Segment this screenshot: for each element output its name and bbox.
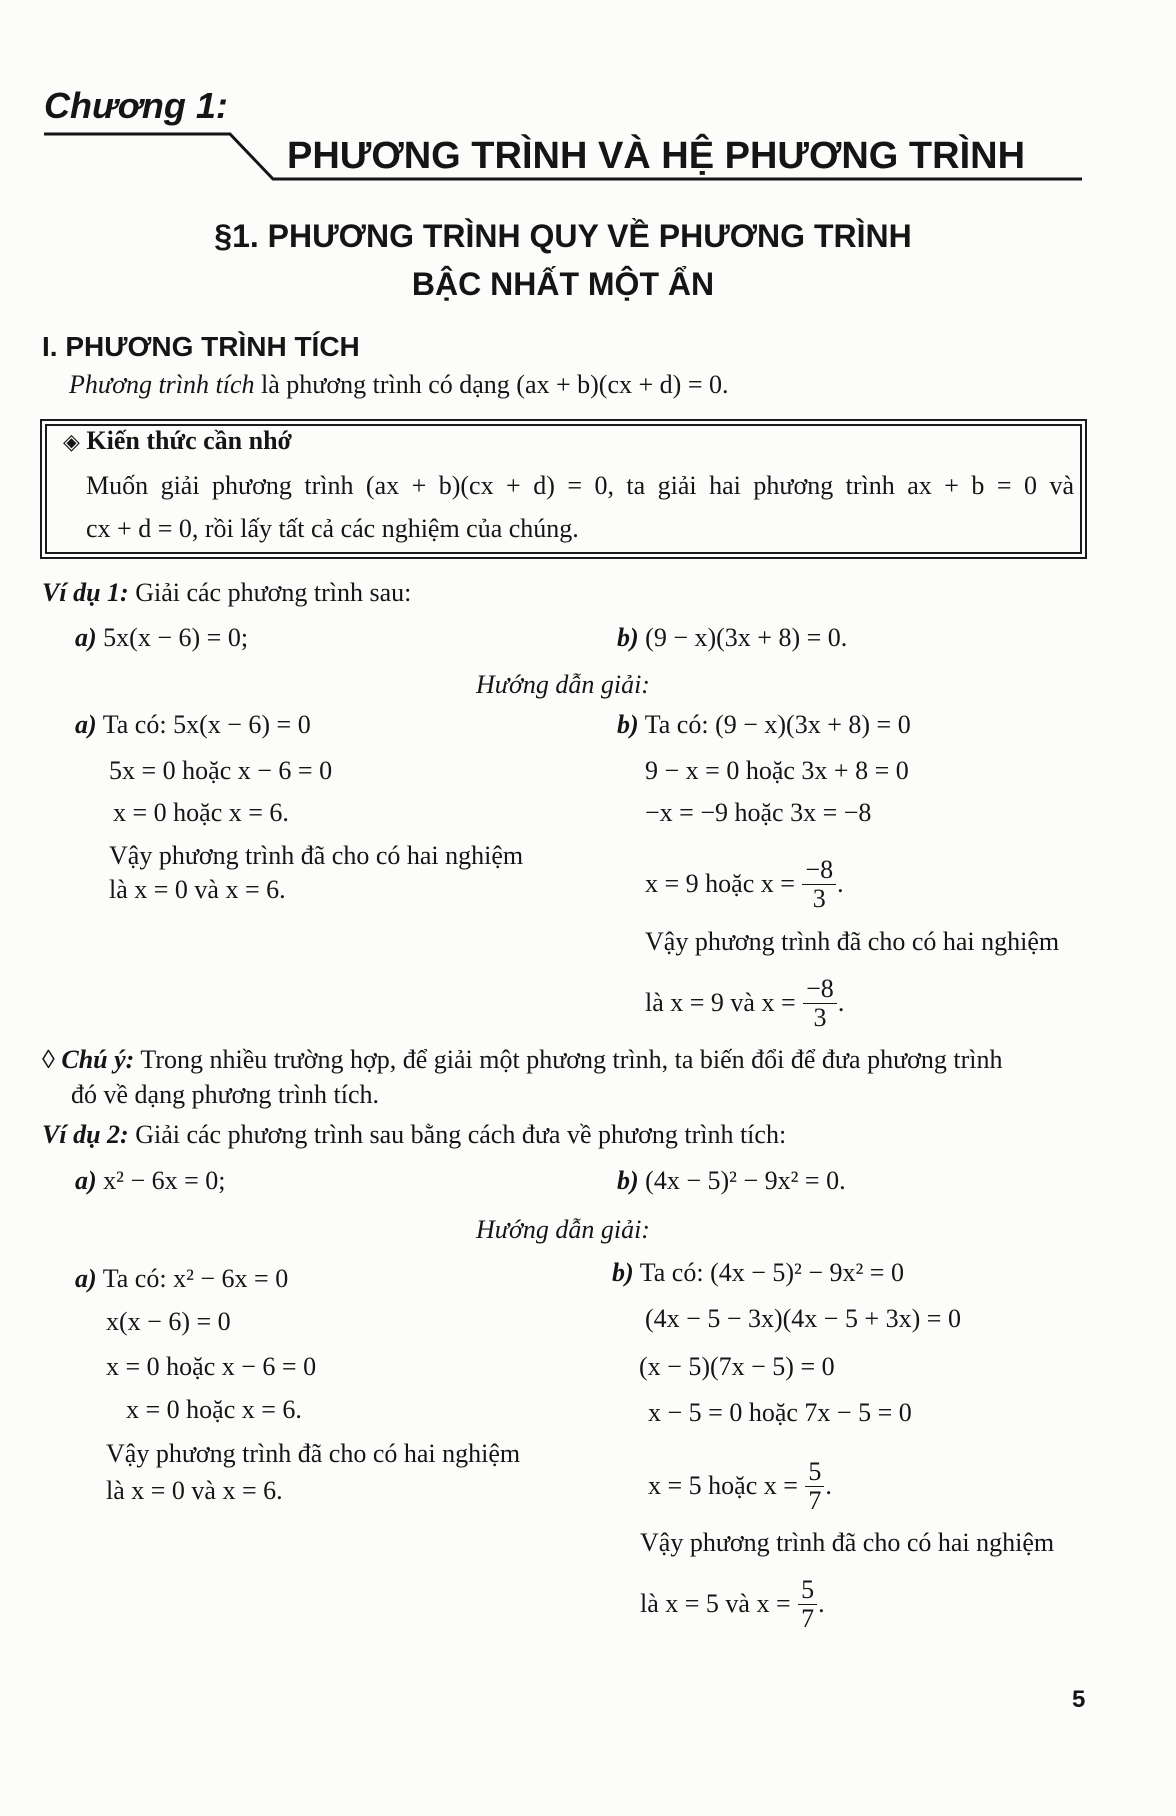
solution-label: a) [75, 710, 97, 739]
definition-term: Phương trình tích [69, 370, 255, 399]
section-title-line-1: §1. PHƯƠNG TRÌNH QUY VỀ PHƯƠNG TRÌNH [214, 218, 912, 254]
section-title-line-2: BẬC NHẤT MỘT ẨN [411, 266, 715, 302]
definition-line [69, 370, 729, 400]
chapter-label: Chương 1: [44, 85, 228, 126]
answer-prefix: là x = 9 và x = [645, 988, 803, 1017]
fraction [802, 856, 836, 913]
example-2-solution-b-first [612, 1258, 904, 1288]
solution-step: x = 0 hoặc x = 6. [126, 1395, 302, 1424]
example-2-prompt: Giải các phương trình sau bằng cách đưa về phương trình tích: [128, 1120, 787, 1149]
task-label: b) [617, 623, 639, 652]
lozenge-icon: ◊ [42, 1045, 55, 1074]
note-label: Chú ý: [54, 1045, 135, 1074]
part-heading: I. PHƯƠNG TRÌNH TÍCH [42, 331, 360, 362]
answer-suffix: . [837, 988, 845, 1017]
key-box-line-2: cx + d = 0, rồi lấy tất cả các nghiệm của chúng. [86, 514, 579, 543]
example-2-task-b [617, 1166, 846, 1196]
example-2-task-a [75, 1166, 226, 1196]
example-1-heading [42, 578, 411, 608]
fraction [798, 1576, 817, 1633]
fraction-numerator: −8 [803, 975, 837, 1004]
definition-text: là phương trình có dạng (ax + b)(cx + d) = 0. [254, 370, 729, 399]
fraction-numerator: 5 [805, 1458, 824, 1487]
task-expression: (9 − x)(3x + 8) = 0. [638, 623, 848, 652]
task-label: b) [617, 1166, 639, 1195]
solution-conclusion: Vậy phương trình đã cho có hai nghiệm [109, 841, 524, 870]
fraction-denominator: 7 [801, 1603, 815, 1633]
result-prefix: x = 9 hoặc x = [645, 869, 802, 898]
fraction-denominator: 3 [813, 1002, 827, 1032]
solution-answer-line [645, 973, 844, 1033]
example-2-guide-heading: Hướng dẫn giải: [476, 1215, 650, 1244]
solution-step: (x − 5)(7x − 5) = 0 [639, 1352, 835, 1381]
task-expression: (4x − 5)² − 9x² = 0. [638, 1166, 846, 1195]
solution-answer-line [640, 1574, 825, 1634]
answer-prefix: là x = 5 và x = [640, 1589, 798, 1618]
solution-answer: là x = 0 và x = 6. [106, 1476, 283, 1505]
solution-label: b) [612, 1258, 634, 1287]
solution-result-line [648, 1456, 832, 1516]
solution-answer: là x = 0 và x = 6. [109, 875, 286, 904]
example-2-heading [42, 1120, 786, 1150]
solution-step: 5x = 0 hoặc x − 6 = 0 [109, 756, 333, 785]
solution-text: Ta có: 5x(x − 6) = 0 [96, 710, 311, 739]
solution-step: x = 0 hoặc x = 6. [113, 798, 289, 827]
example-1-solution-b-first [617, 710, 911, 740]
solution-text: Ta có: x² − 6x = 0 [96, 1264, 289, 1293]
solution-step: x − 5 = 0 hoặc 7x − 5 = 0 [648, 1398, 912, 1427]
solution-result-line [645, 854, 844, 914]
diamond-dot-icon: ◈ [63, 430, 80, 455]
solution-step: 9 − x = 0 hoặc 3x + 8 = 0 [645, 756, 909, 785]
solution-step: (4x − 5 − 3x)(4x − 5 + 3x) = 0 [645, 1304, 961, 1333]
fraction [803, 975, 837, 1032]
example-1-task-a [75, 623, 248, 653]
solution-conclusion: Vậy phương trình đã cho có hai nghiệm [106, 1439, 521, 1468]
answer-suffix: . [818, 1589, 825, 1618]
solution-conclusion: Vậy phương trình đã cho có hai nghiệm [645, 927, 1060, 956]
key-box-title-text: Kiến thức cần nhớ [79, 426, 292, 455]
solution-step: x = 0 hoặc x − 6 = 0 [106, 1352, 317, 1381]
solution-text: Ta có: (4x − 5)² − 9x² = 0 [633, 1258, 904, 1287]
example-1-task-b [617, 623, 847, 653]
result-prefix: x = 5 hoặc x = [648, 1471, 805, 1500]
key-box-title [63, 426, 292, 458]
example-1-prompt: Giải các phương trình sau: [128, 578, 412, 607]
task-expression: x² − 6x = 0; [96, 1166, 226, 1195]
solution-label: a) [75, 1264, 97, 1293]
page-number: 5 [1072, 1686, 1086, 1713]
example-2-label: Ví dụ 2: [42, 1120, 129, 1149]
task-label: a) [75, 623, 97, 652]
solution-label: b) [617, 710, 639, 739]
example-1-label: Ví dụ 1: [42, 578, 129, 607]
note-line-1 [42, 1045, 1003, 1075]
fraction-denominator: 3 [812, 883, 826, 913]
solution-step: −x = −9 hoặc 3x = −8 [645, 798, 872, 827]
fraction-numerator: 5 [798, 1576, 817, 1605]
solution-text: Ta có: (9 − x)(3x + 8) = 0 [638, 710, 911, 739]
fraction-denominator: 7 [808, 1485, 822, 1515]
task-label: a) [75, 1166, 97, 1195]
task-expression: 5x(x − 6) = 0; [96, 623, 249, 652]
fraction [805, 1458, 824, 1515]
note-text: Trong nhiều trường hợp, để giải một phương trình, ta biến đổi để đưa phương trình [134, 1045, 1003, 1074]
example-1-guide-heading: Hướng dẫn giải: [476, 670, 650, 699]
result-suffix: . [825, 1471, 832, 1500]
solution-step: x(x − 6) = 0 [106, 1307, 231, 1336]
chapter-title: PHƯƠNG TRÌNH VÀ HỆ PHƯƠNG TRÌNH [287, 135, 1026, 177]
key-box-line-1: Muốn giải phương trình (ax + b)(cx + d) = 0, ta giải hai phương trình ax + b = 0 và [86, 471, 1074, 500]
solution-conclusion: Vậy phương trình đã cho có hai nghiệm [640, 1528, 1055, 1557]
result-suffix: . [837, 869, 844, 898]
example-1-solution-a-first [75, 710, 311, 740]
note-line-2: đó về dạng phương trình tích. [71, 1080, 380, 1109]
example-2-solution-a-first [75, 1264, 288, 1294]
fraction-numerator: −8 [802, 856, 836, 885]
